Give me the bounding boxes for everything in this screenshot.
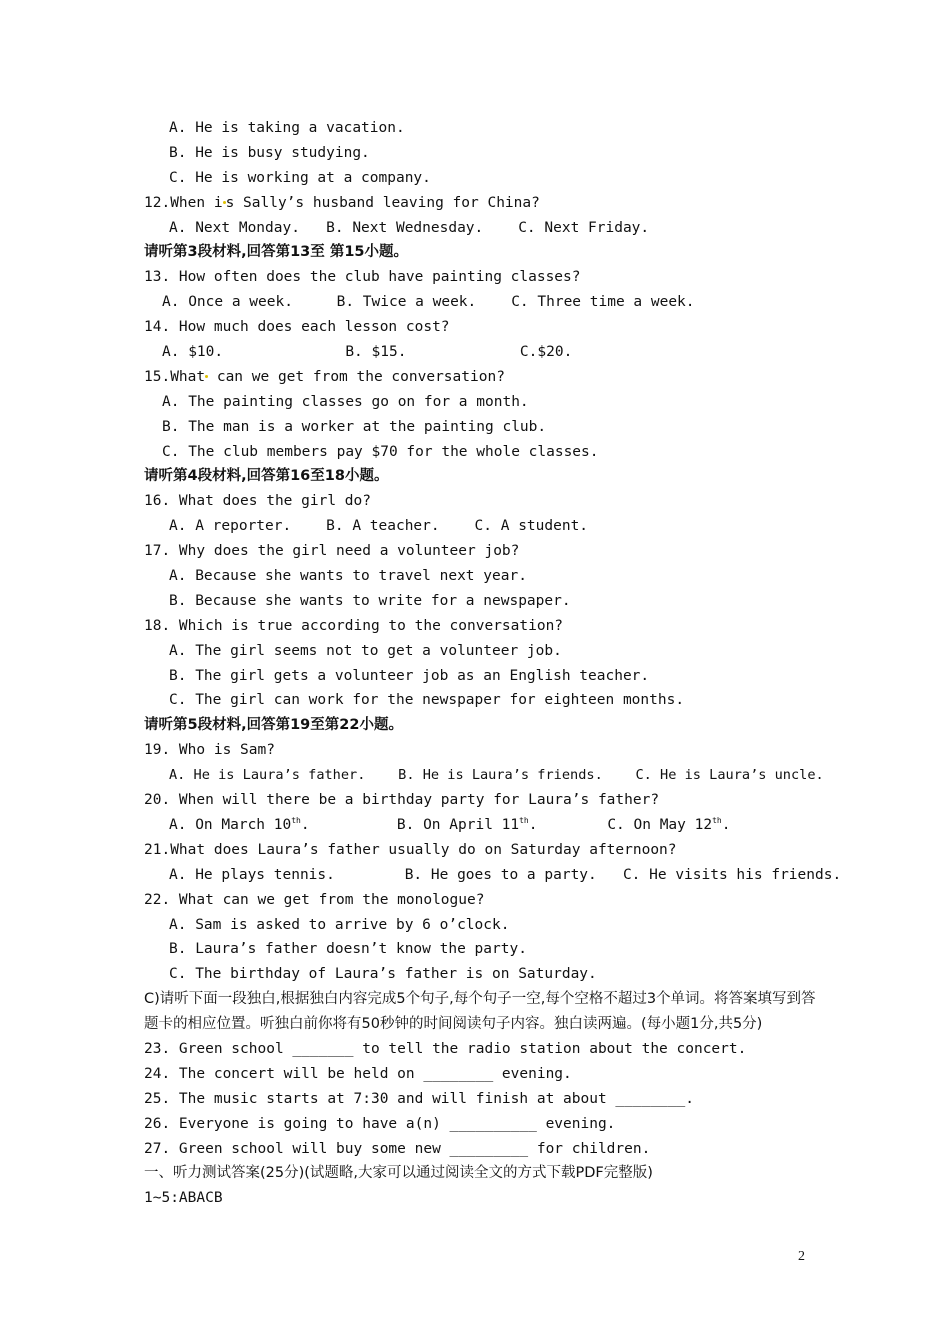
- question-23: 23. Green school _______ to tell the radio station about the concert.: [144, 1040, 747, 1057]
- answers-1-5: 1~5:ABACB: [144, 1190, 223, 1207]
- question-24: 24. The concert will be held on ________ evening.: [144, 1065, 572, 1082]
- question-25: 25. The music starts at 7:30 and will finish at about ________.: [144, 1090, 694, 1107]
- section-4-heading: 请听第4段材料,回答第16至18小题。: [144, 468, 389, 485]
- q14-options: A. $10. B. $15. C.$20.: [162, 344, 573, 361]
- q22-option-c: C. The birthday of Laura’s father is on Saturday.: [169, 966, 597, 983]
- q17-option-b: B. Because she wants to write for a newspaper.: [169, 592, 571, 609]
- question-17: 17. Why does the girl need a volunteer job?: [144, 543, 520, 560]
- page-content: [144, 116, 842, 1211]
- section-5-heading: 请听第5段材料,回答第19至第22小题。: [144, 717, 403, 734]
- page-number: 2: [798, 1249, 805, 1264]
- question-22: 22. What can we get from the monologue?: [144, 891, 485, 908]
- q19-options: A. He is Laura’s father. B. He is Laura’s friends. C. He is Laura’s uncle.: [169, 767, 824, 784]
- q18-option-c: C. The girl can work for the newspaper for eighteen months.: [169, 692, 685, 709]
- question-13: 13. How often does the club have painting classes?: [144, 269, 581, 286]
- q22-option-b: B. Laura’s father doesn’t know the party.: [169, 941, 527, 958]
- q15-option-a: A. The painting classes go on for a month.: [162, 393, 529, 410]
- answers-title: 一、听力测试答案(25分)(试题略,大家可以通过阅读全文的方式下载PDF完整版): [144, 1165, 653, 1182]
- question-15: 15.What can we get from the conversation?: [144, 368, 505, 385]
- question-26: 26. Everyone is going to have a(n) __________ evening.: [144, 1115, 616, 1132]
- q11-option-b: B. He is busy studying.: [169, 144, 370, 161]
- q21-options: A. He plays tennis. B. He goes to a party. C. He visits his friends.: [169, 866, 842, 883]
- question-16: 16. What does the girl do?: [144, 493, 371, 510]
- q12-options: A. Next Monday. B. Next Wednesday. C. Next Friday.: [169, 219, 650, 236]
- question-12: 12.When i s Sally’s husband leaving for China?: [144, 194, 540, 211]
- q16-options: A. A reporter. B. A teacher. C. A student.: [169, 518, 589, 535]
- q15-option-b: B. The man is a worker at the painting club.: [162, 418, 547, 435]
- question-18: 18. Which is true according to the conversation?: [144, 617, 564, 634]
- question-27: 27. Green school will buy some new _________ for children.: [144, 1140, 651, 1157]
- q13-options: A. Once a week. B. Twice a week. C. Three time a week.: [162, 294, 695, 311]
- q15-option-c: C. The club members pay $70 for the whole classes.: [162, 443, 599, 460]
- section-3-heading: 请听第3段材料,回答第13至 第15小题。: [144, 244, 409, 261]
- q20-options: A. On March 10th. B. On April 11th. C. On May 12th.: [169, 816, 731, 833]
- q22-option-a: A. Sam is asked to arrive by 6 o’clock.: [169, 916, 510, 933]
- q18-option-a: A. The girl seems not to get a volunteer job.: [169, 642, 562, 659]
- q11-option-c: C. He is working at a company.: [169, 169, 431, 186]
- q17-option-a: A. Because she wants to travel next year.: [169, 568, 527, 585]
- section-c-instructions: C)请听下面一段独白,根据独白内容完成5个句子,每个句子一空,每个空格不超过3个单词。将答案填写到答题卡的相应位置。听独白前你将有50秒钟的时间阅读句子内容。独白读两遍。(每小题1分,共5分): [144, 991, 816, 1033]
- question-19: 19. Who is Sam?: [144, 742, 275, 759]
- q11-option-a: A. He is taking a vacation.: [169, 120, 405, 136]
- q18-option-b: B. The girl gets a volunteer job as an English teacher.: [169, 667, 650, 684]
- question-14: 14. How much does each lesson cost?: [144, 319, 450, 336]
- question-20: 20. When will there be a birthday party for Laura’s father?: [144, 792, 660, 809]
- question-21: 21.What does Laura’s father usually do on Saturday afternoon?: [144, 841, 677, 858]
